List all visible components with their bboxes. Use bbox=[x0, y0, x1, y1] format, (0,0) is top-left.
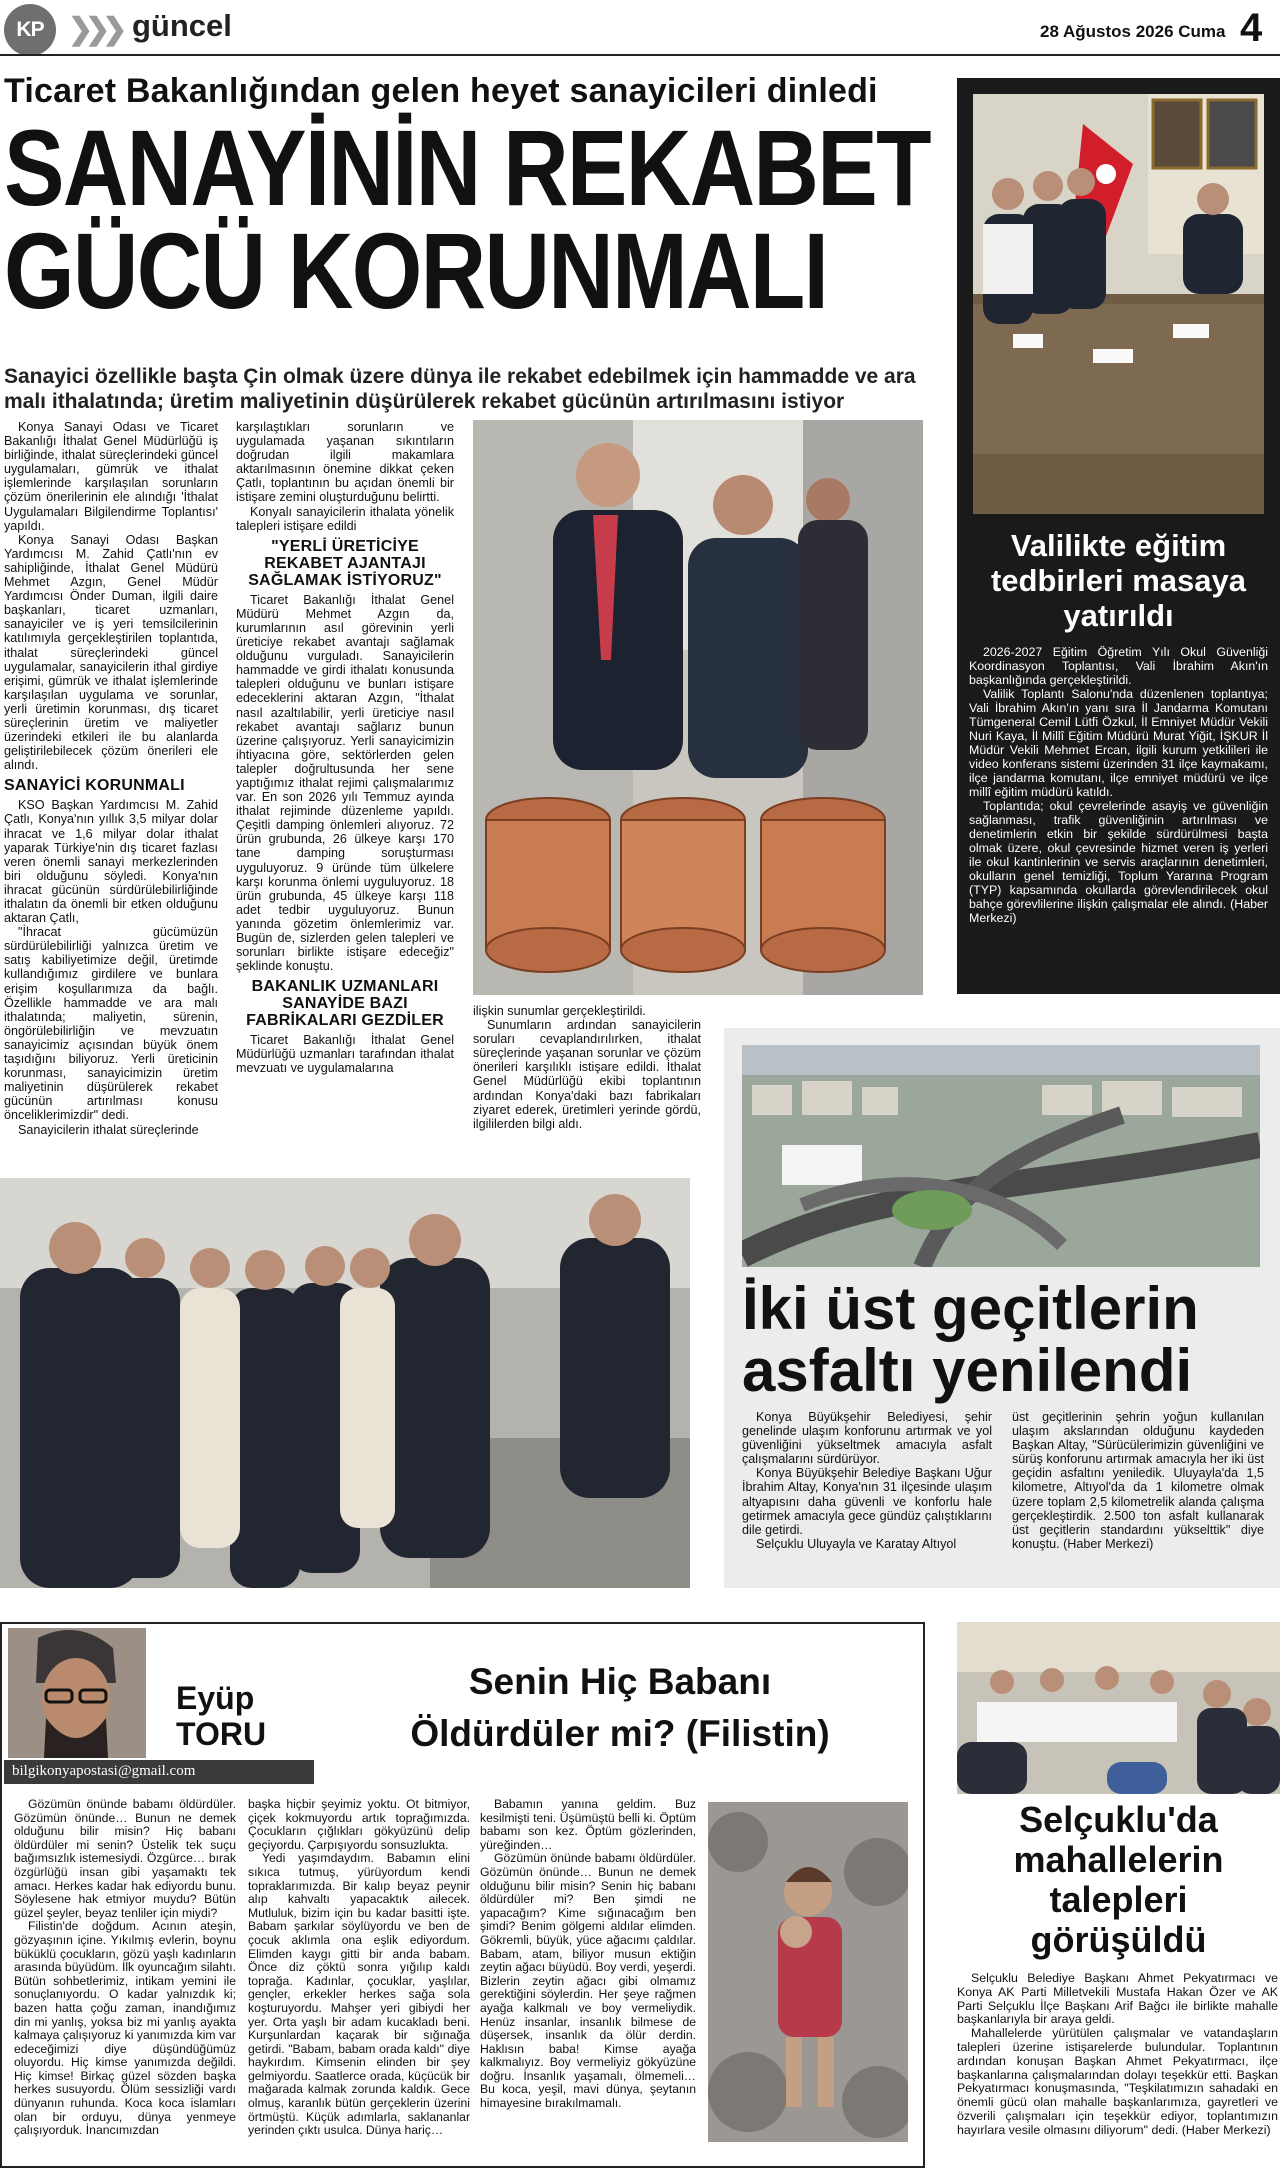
paragraph: başka hiçbir şeyimiz yoktu. Ot bitmiyor, çiçek kokmuyordu artık toprağımızda. Çocukların çığlıkları gökyüzünü delip geçiyordu. Çarpışıyordu sonsuzlukta. bbox=[248, 1797, 470, 1852]
author-email[interactable]: bilgikonyapostasi@gmail.com bbox=[4, 1760, 314, 1784]
page-number: 4 bbox=[1240, 6, 1263, 50]
paragraph: 2026-2027 Eğitim Öğretim Yılı Okul Güvenliği Koordinasyon Toplantısı, Vali İbrahim Akın'ın başkanlığında gerçekleştirildi. bbox=[969, 645, 1268, 687]
author-photo bbox=[8, 1628, 146, 1758]
main-kicker: Ticaret Bakanlığından gelen heyet sanayicileri dinledi bbox=[4, 72, 878, 110]
author-first-name: Eyüp bbox=[176, 1680, 255, 1716]
delegation-group-photo bbox=[0, 1178, 690, 1588]
main-column-1 bbox=[4, 420, 218, 1137]
paragraph: Gözümün önünde babamı öldürdüler. Gözümün önünde… Bunun ne demek olduğunu bilir misin? Hiç babanı öldürdüler mi senin? Üstelik tek suçu bağımsızlık istemesiydi. Özgürce… bırak özgürlüğü insan gibi yaşamaktı tek amacı. Herkes kadar hak ediyordu bunu. Söylesene hak etmiyor muydu? Bütün güzel şeyler, beyaz tenliler için miydi? bbox=[14, 1797, 236, 1920]
overpass-column-1 bbox=[742, 1410, 992, 1551]
paragraph: Konya Büyükşehir Belediyesi, şehir genelinde ulaşım konforunu artırmak ve yol güvenliğini yükseltmek amacıyla asfalt çalışmalarını sürdürüyor. bbox=[742, 1410, 992, 1467]
paragraph: Sanayicilerin ithalat süreçlerinde bbox=[18, 1122, 199, 1137]
valilik-meeting-photo bbox=[973, 94, 1264, 514]
headline-line-2: GÜCÜ KORUNMALI bbox=[4, 210, 828, 331]
selcuklu-text bbox=[957, 1972, 1278, 2138]
paragraph: KSO Başkan Yardımcısı M. Zahid Çatlı, Konya'nın yıllık 3,5 milyar dolar ihracat ve 1,6 milyar dolar ithalat yaparak Türkiye'nin dış ticaret fazlası veren önemli sanayi merkezlerinden biri olduğunu söyledi. Konya'nın ihracat gücünün sürdürülebilirliğinde ithalatın da önemli bir etken olduğunu aktaran Çatlı, bbox=[4, 798, 218, 926]
column-text-1 bbox=[14, 1798, 236, 2138]
paragraph: Valilik Toplantı Salonu'nda düzenlenen toplantıya; Vali İbrahim Akın'ın yanı sıra İl Jandarma Komutanı Tümgeneral Cemil Lütfi Özkul, İl Emniyet Müdür Vekili Nuri Kaya, İl Millî Eğitim Müdürü Murat Yiğit, İŞKUR İl Müdür Vekili Mehmet Ercan, ilgili kurum yetkilileri ile video konferans sistemi üzerinden 31 ilçe kaymakamı, ilçe jandarma komutanı, ilçe emniyet müdürü ve ilçe millî eğitim müdürü katıldı. bbox=[969, 687, 1268, 799]
paragraph: üst geçitlerinin şehrin yoğun kullanılan ulaşım akslarından olduğunu kaydeden Başkan Altay, "Sürücülerimizin güvenliğini ve sürüş konforunu artırmak amacıyla her iki üst geçidin asfaltını yeniledik. Uluyayla'da 1,5 kilometre, Altıyol'da da 1 kilometre olmak üzere toplam 2,5 kilometrelik alanda çalışma gerçekleştirdik. 2.500 ton asfalt kullanarak üst geçitlerin standardını yükselttik" diye konuştu. (Haber Merkezi) bbox=[1012, 1410, 1264, 1551]
subhead-sanayici: SANAYİCİ KORUNMALI bbox=[4, 777, 185, 795]
main-deck: Sanayici özellikle başta Çin olmak üzere dünya ile rekabet edebilmek için hammadde ve ara malı ithalatında; üretim maliyetinin düşürülerek rekabet gücünün artırılmasını istiyor bbox=[4, 365, 916, 413]
column-title bbox=[340, 1656, 900, 1760]
overpass-aerial-photo bbox=[742, 1045, 1260, 1267]
selcuklu-title: Selçuklu'da mahallelerin talepleri görüşüldü bbox=[1013, 1799, 1224, 1960]
paragraph: Konya Büyükşehir Belediye Başkanı Uğur İbrahim Altay, Konya'nın 31 ilçesinde ulaşım altyapısını daha güvenli ve konforlu hale getirmek amacıyla gece gündüz çalıştıklarını dile getirdi. bbox=[742, 1466, 992, 1537]
column-title-line-1: Senin Hiç Babanı bbox=[468, 1661, 772, 1702]
column-text-3 bbox=[480, 1798, 696, 2111]
main-headline bbox=[4, 107, 930, 331]
paragraph: Selçuklu Uluyayla ve Karatay Altıyol bbox=[756, 1536, 957, 1551]
column-text-2 bbox=[248, 1798, 470, 2138]
headline-line-1: SANAYİNİN REKABET bbox=[4, 107, 930, 228]
author-last-name: TORU bbox=[176, 1716, 267, 1752]
overpass-column-2 bbox=[1012, 1410, 1264, 1551]
issue-date: 28 Ağustos 2026 Cuma bbox=[1040, 22, 1226, 41]
paragraph: Selçuklu Belediye Başkanı Ahmet Pekyatırmacı ve Konya AK Parti Milletvekili Mustafa Hakan Özer ve AK Parti Selçuklu İlçe Başkanı Arif Bağcı ile birlikte mahalle başkanlarıyla bir araya geldi. bbox=[957, 1971, 1278, 2027]
header-rule bbox=[0, 54, 1280, 56]
paragraph: Yedi yaşımdaydım. Babamın elini sıkıca tutmuş, yürüyordum kendi topraklarımızda. Bir kalıp beyaz peynir alıp kahvaltı yapacaktık ailecek. Mutluluk, bizim için bu kadar basitti işte. Babam şarkılar söylüyordu ve ben de çocuk aklımla ona eşlik ediyordum. Elimden kaygı gitti bir anda babam. Önce diz çöktü sonra yığılıp kaldı toprağa. Kadınlar, çocuklar, yaşlılar, gençler, erkekler herkes sağa sola koşturuyordu. Mahşer yeri gibiydi her yer. Orta yaşlı bir adam kucakladı beni. Kurşunlardan kaçarak bir sığınağa getirdi. "Babam, babam orada kaldı" diye haykırdım. Kimsenin elinden bir şey gelmiyordu. Saatlerce orada, küçücük bir mağarada kalmak zorunda kaldık. Gece olmuş, karanlık bütün gerçeklerin üzerini örtmüştü. Küçük adımlarla, saklananlar yerinden çıktı usulca. Dünya hariç… bbox=[248, 1851, 470, 2138]
selcuklu-meeting-photo bbox=[957, 1622, 1280, 1794]
paragraph: "İhracat gücümüzün sürdürülebilirliği yalnızca üretim ve satış kabiliyetimize değil, üretimde kullandığımız girdilere ve bunlara erişim koşullarımıza da bağlı. Özellikle hammadde ve ara malı ithalatında; maliyetin, sürenin, öngörülebilirliğin ve mevzuatın sanayicimiz açısından büyük önem taşıdığını biliyoruz. Yerli üreticinin korunması, sanayicimizin üretim maliyetinin düşürülerek rekabet gücünün artırılması konusu önceliklerimizdir" dedi. bbox=[4, 925, 218, 1123]
subhead-yerli-uretici: "YERLİ ÜRETİCİYE REKABET AJANTAJI SAĞLAMAK İSTİYORUZ" bbox=[248, 537, 442, 589]
main-column-2 bbox=[236, 420, 454, 1076]
paragraph: Konyalı sanayicilerin ithalata yönelik talepleri istişare edildi bbox=[236, 504, 454, 533]
paragraph: karşılaştıkları sorunların ve uygulamada yaşanan sıkıntıların doğrudan ilgili makamlara aktarılmasının önemine dikkat çeken Çatlı, toplantının bu açıdan önemli bir istişare zemini oluşturduğunu belirtti. bbox=[236, 420, 454, 505]
chevron-decoration-icon: ❯❯❯ bbox=[68, 13, 120, 46]
overpass-title: İki üst geçitlerin asfaltı yenilendi bbox=[742, 1275, 1199, 1404]
paragraph: Konya Sanayi Odası ve Ticaret Bakanlığı İthalat Genel Müdürlüğü iş birliğinde, ithalat süreçlerindeki güncel uygulamaları, gümrük ve ithalat işlemlerinde karşılaşılan sorunların çözüm önerilerinin ele alındığı 'İthalat Uygulamaları Bilgilendirme Toplantısı' yapıldı. bbox=[4, 420, 218, 533]
main-column-3 bbox=[473, 1004, 701, 1131]
paragraph: Toplantıda; okul çevrelerinde asayiş ve güvenliğin sağlanması, trafik güvenliğinin artırılması ve denetimlerin etkin bir şekilde sürdürülmesi başta olmak üzere, okul çevresinde hizmet veren iş yerleri ile okul kantinlerinin ve servis araçlarının denetimleri, okulların genel temizliği, Toplum Yararına Program (TYP) kapsamında okullarda görevlendirilecek okul bahçe görevlilerine ilişkin çalışmalar ele alındı. (Haber Merkezi) bbox=[969, 799, 1268, 925]
paragraph: Gözümün önünde babamı öldürdüler. Gözümün önünde… Bunun ne demek olduğunu bilir misin? Senin hiç babanı öldürdüler mi? Ben şimdi ne yapacağım? Kime sığınacağım ben şimdi? Benim gölgemi aldılar elimden. Gökremli, büyük, yüce ağacımı çaldılar. Babam, atam, biliyor musun ektiğin zeytin ağacı büyüdü. Boy verdi, yeşerdi. Bizlerin zeytin ağacı gibi olmamız gerektiğini söylerdin. Her şeye rağmen ayağa kalkmalı ve boy vermeliydik. Henüz insanlar, insanlık bilmese de düşersek, insanlık da ölür derdin. Haklısın baba! Kimse ayağa kalkmalıyız. Boy vermeliyiz gökyüzüne doğru. İnsanlık yaşamalı, ölmemeli… Bu koca, yeşil, mavi dünya, şeytanın himayesine bırakılmamalı. bbox=[480, 1851, 696, 2111]
paragraph: ilişkin sunumlar gerçekleştirildi. bbox=[473, 1004, 646, 1018]
paragraph: Mahallelerde yürütülen çalışmalar ve vatandaşların talepleri üzerine istişarelerde bulundular. Toplantının ardından konuşan Başkan Ahmet Pekyatırmacı, ilçe başkanlarına çalışmalarından dolayı teşekkür etti. Başkan Pekyatırmacı konuşmasında, "Teşkilatımızın sahadaki en önemli gücü olan mahalle başkanlarımıza, gayretleri ve özverili çalışmaları için teşekkür ediyor, toplantımızın hayırlara vesile olmasını diliyorum" dedi. (Haber Merkezi) bbox=[957, 2026, 1278, 2137]
paragraph: Ticaret Bakanlığı İthalat Genel Müdürü Mehmet Azgın da, kurumlarının asıl görevinin yerli üreticiye rekabet avantajı sağlamak olduğunu vurguladı. Sanayicilerin hammadde ve girdi ithalatı konusunda talepleri olduğunu ve bunları istişare edeceklerini aktaran Azgın, "İthalat nasıl azaltılabilir, yerli üreticiye nasıl rekabet avantajı sağlarız bunun üzerine çalışıyoruz. Yerli sanayicimizin ihtiyacına göre, sektörlerden gelen talepler doğrultusunda her sene yaptığımız ithalat rejimi çalışmalarımız var. En son 2026 yılı Temmuz ayında ithalat rejiminde düzenleme yapıldı. Çeşitli damping önlemleri alıyoruz. 72 ürün grubunda, 26 ülkeye karşı 170 tane damping soruşturması uyguluyoruz. 9 üründe tüm ülkelere karşı korunma önlemi uyguluyoruz. 18 ürün grubunda, 45 ülkeye karşı 118 adet tedbir uyguluyoruz. Bunun yanında gözetim önlemlerimiz var. Bugün de, sizlerden gelen talepleri ve sorunları birlikte istişare edeceğiz" şeklinde konuştu. bbox=[236, 592, 454, 974]
valilik-article bbox=[957, 78, 1280, 994]
valilik-title: Valilikte eğitim tedbirleri masaya yatırıldı bbox=[990, 528, 1247, 633]
section-name: güncel bbox=[132, 8, 232, 43]
paragraph: Babamın yanına geldim. Buz kesilmişti teni. Üşümüştü belli ki. Öptüm babamı son kez. Öptüm gözlerinden, yüreğinden… bbox=[480, 1797, 696, 1852]
author-name bbox=[176, 1680, 266, 1752]
factory-visit-photo bbox=[473, 420, 923, 995]
paragraph: Ticaret Bakanlığı İthalat Genel Müdürlüğü uzmanları tarafından ithalat mevzuatı ve uygulamalarına bbox=[236, 1033, 454, 1076]
column-title-line-2: Öldürdüler mi? (Filistin) bbox=[410, 1713, 830, 1754]
subhead-bakanlik: BAKANLIK UZMANLARI SANAYİDE BAZI FABRİKALARI GEZDİLER bbox=[246, 978, 444, 1030]
paragraph: Sunumların ardından sanayicilerin soruları cevaplandırılırken, ithalat süreçlerinde yaşanan sorunlar ve çözüm önerileri karşılıklı istişare edildi. İthalat Genel Müdürlüğü ekibi toplantının ardından Konya'daki bazı fabrikaları ziyaret ederek, üretimleri yerinde gördü, ilgililerden bilgi aldı. bbox=[473, 1018, 701, 1131]
child-photo bbox=[708, 1802, 908, 2142]
paragraph: Filistin'de doğdum. Acının ateşin, gözyaşının içine. Yıkılmış evlerin, boynu büküklü çocukların, gözü yaşlı kadınların arasında büyüdüm. İlk oyuncağım silahtı. Bütün sohbetlerimiz, intikam yemini ile sonuçlanıyordu. O kadar yalnızdık ki; bazen hatta çoğu zaman, inandığımız din mi yanlış, yoksa biz mi yanlış ayakta kalmaya çalışıyoruz ki yanımızda kim var edeceğimizi diye düşündüğümüz oluyordu. Hiç kimse yanımızda değildi. Hiç kimse! Birkaç güzel sözden başka herkes susuyordu. Ölüm sessizliği vardı dünyanın ruhunda. Koca koca islamları olan bir orduyu, dünya yenmeye çalışıyorduk. İnancımızdan bbox=[14, 1919, 236, 2138]
paragraph: Konya Sanayi Odası Başkan Yardımcısı M. Zahid Çatlı'nın ev sahipliğinde, İthalat Genel Müdürü Mehmet Azgın, Genel Müdür Yardımcısı Önder Duman, ilgili daire başkanları, ticaret uzmanları, sanayiciler ve iş yeri temsilcilerinin katılımıyla gerçekleştirilen toplantıda, ithalat süreçlerindeki güncel uygulamalar, sanayicilerin ithal girdiye erişimi, gümrük ve ithalat işlemlerinde karşılaşılan uygulama ve sorunlar, yerli üretimin korunması, dış ticaret süreçlerinin üretim ve maliyetler üzerindeki etkileri ile bu alanlarda geliştirilebilecek çözüm önerileri ele alındı. bbox=[4, 532, 218, 773]
newspaper-logo: KP bbox=[4, 4, 56, 56]
